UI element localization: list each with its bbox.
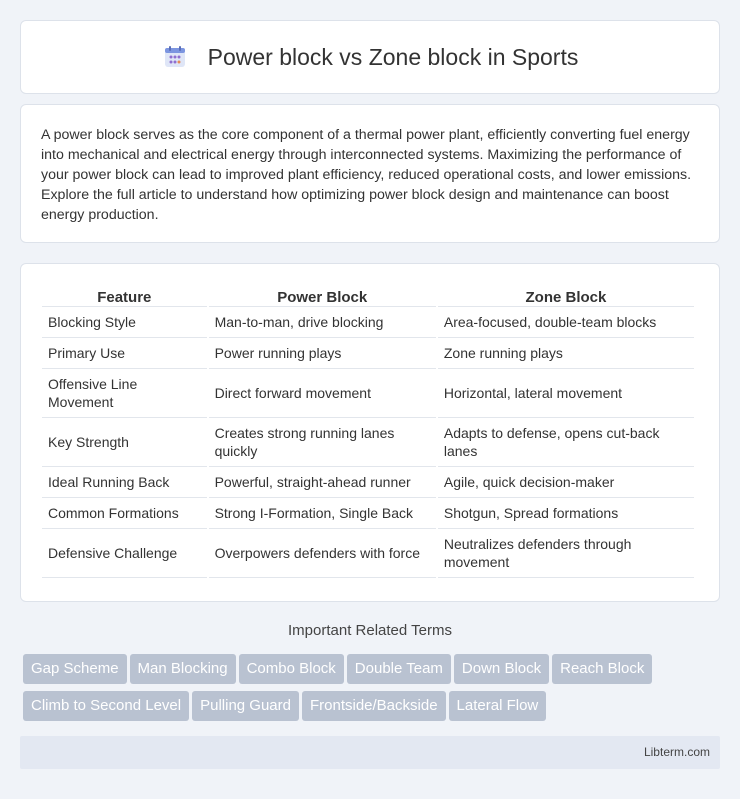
table-row	[42, 307, 694, 338]
tag-man-blocking[interactable]: Man Blocking	[130, 654, 236, 684]
table-cell: Primary Use	[42, 338, 207, 369]
footer	[20, 736, 720, 769]
table-cell: Man-to-man, drive blocking	[209, 307, 436, 338]
related-terms-title: Important Related Terms	[288, 622, 452, 639]
table-cell: Creates strong running lanes quickly	[209, 418, 436, 467]
tag-frontside-backside[interactable]: Frontside/Backside	[302, 691, 446, 721]
table-cell: Blocking Style	[42, 307, 207, 338]
table-row	[42, 529, 694, 578]
header-zone-block: Zone Block	[438, 284, 694, 307]
table-row	[42, 418, 694, 467]
table-cell: Direct forward movement	[209, 369, 436, 418]
header-power-block: Power Block	[209, 284, 436, 307]
comparison-table	[40, 284, 696, 578]
table-row	[42, 467, 694, 498]
header-feature: Feature	[42, 284, 207, 307]
comparison-card	[20, 263, 720, 602]
table-cell: Neutralizes defenders through movement	[438, 529, 694, 578]
table-row	[42, 338, 694, 369]
tag-gap-scheme[interactable]: Gap Scheme	[23, 654, 127, 684]
table-cell: Overpowers defenders with force	[209, 529, 436, 578]
table-cell: Agile, quick decision-maker	[438, 467, 694, 498]
table-cell: Power running plays	[209, 338, 436, 369]
table-cell: Defensive Challenge	[42, 529, 207, 578]
table-cell: Key Strength	[42, 418, 207, 467]
title-card	[20, 20, 720, 94]
page-title: Power block vs Zone block in Sports	[207, 43, 579, 70]
related-terms-list	[23, 654, 723, 728]
table-cell: Common Formations	[42, 498, 207, 529]
table-cell: Horizontal, lateral movement	[438, 369, 694, 418]
table-row	[42, 369, 694, 418]
tag-double-team[interactable]: Double Team	[347, 654, 451, 684]
intro-card	[20, 104, 720, 243]
tag-combo-block[interactable]: Combo Block	[239, 654, 344, 684]
calendar-grid-icon	[162, 44, 188, 70]
tag-climb-to-second-level[interactable]: Climb to Second Level	[23, 691, 189, 721]
table-cell: Adapts to defense, opens cut-back lanes	[438, 418, 694, 467]
tag-reach-block[interactable]: Reach Block	[552, 654, 652, 684]
tag-pulling-guard[interactable]: Pulling Guard	[192, 691, 299, 721]
table-cell: Offensive Line Movement	[42, 369, 207, 418]
table-header-row	[42, 284, 694, 307]
table-cell: Zone running plays	[438, 338, 694, 369]
table-row	[42, 498, 694, 529]
table-cell: Ideal Running Back	[42, 467, 207, 498]
footer-site-link[interactable]: Libterm.com	[643, 745, 710, 759]
intro-paragraph: A power block serves as the core component of a thermal power plant, efficiently converting fuel energy into mechanical and electrical energy through interconnected systems. Maximizing the performance of your power block can lead to improved plant efficiency, reduced operational costs, and lower emissions. Explore the full article to understand how optimizing power block design and maintenance can boost energy production.	[41, 127, 692, 223]
table-cell: Area-focused, double-team blocks	[438, 307, 694, 338]
table-cell: Shotgun, Spread formations	[438, 498, 694, 529]
tag-lateral-flow[interactable]: Lateral Flow	[449, 691, 547, 721]
tag-down-block[interactable]: Down Block	[454, 654, 549, 684]
table-cell: Strong I-Formation, Single Back	[209, 498, 436, 529]
table-cell: Powerful, straight-ahead runner	[209, 467, 436, 498]
